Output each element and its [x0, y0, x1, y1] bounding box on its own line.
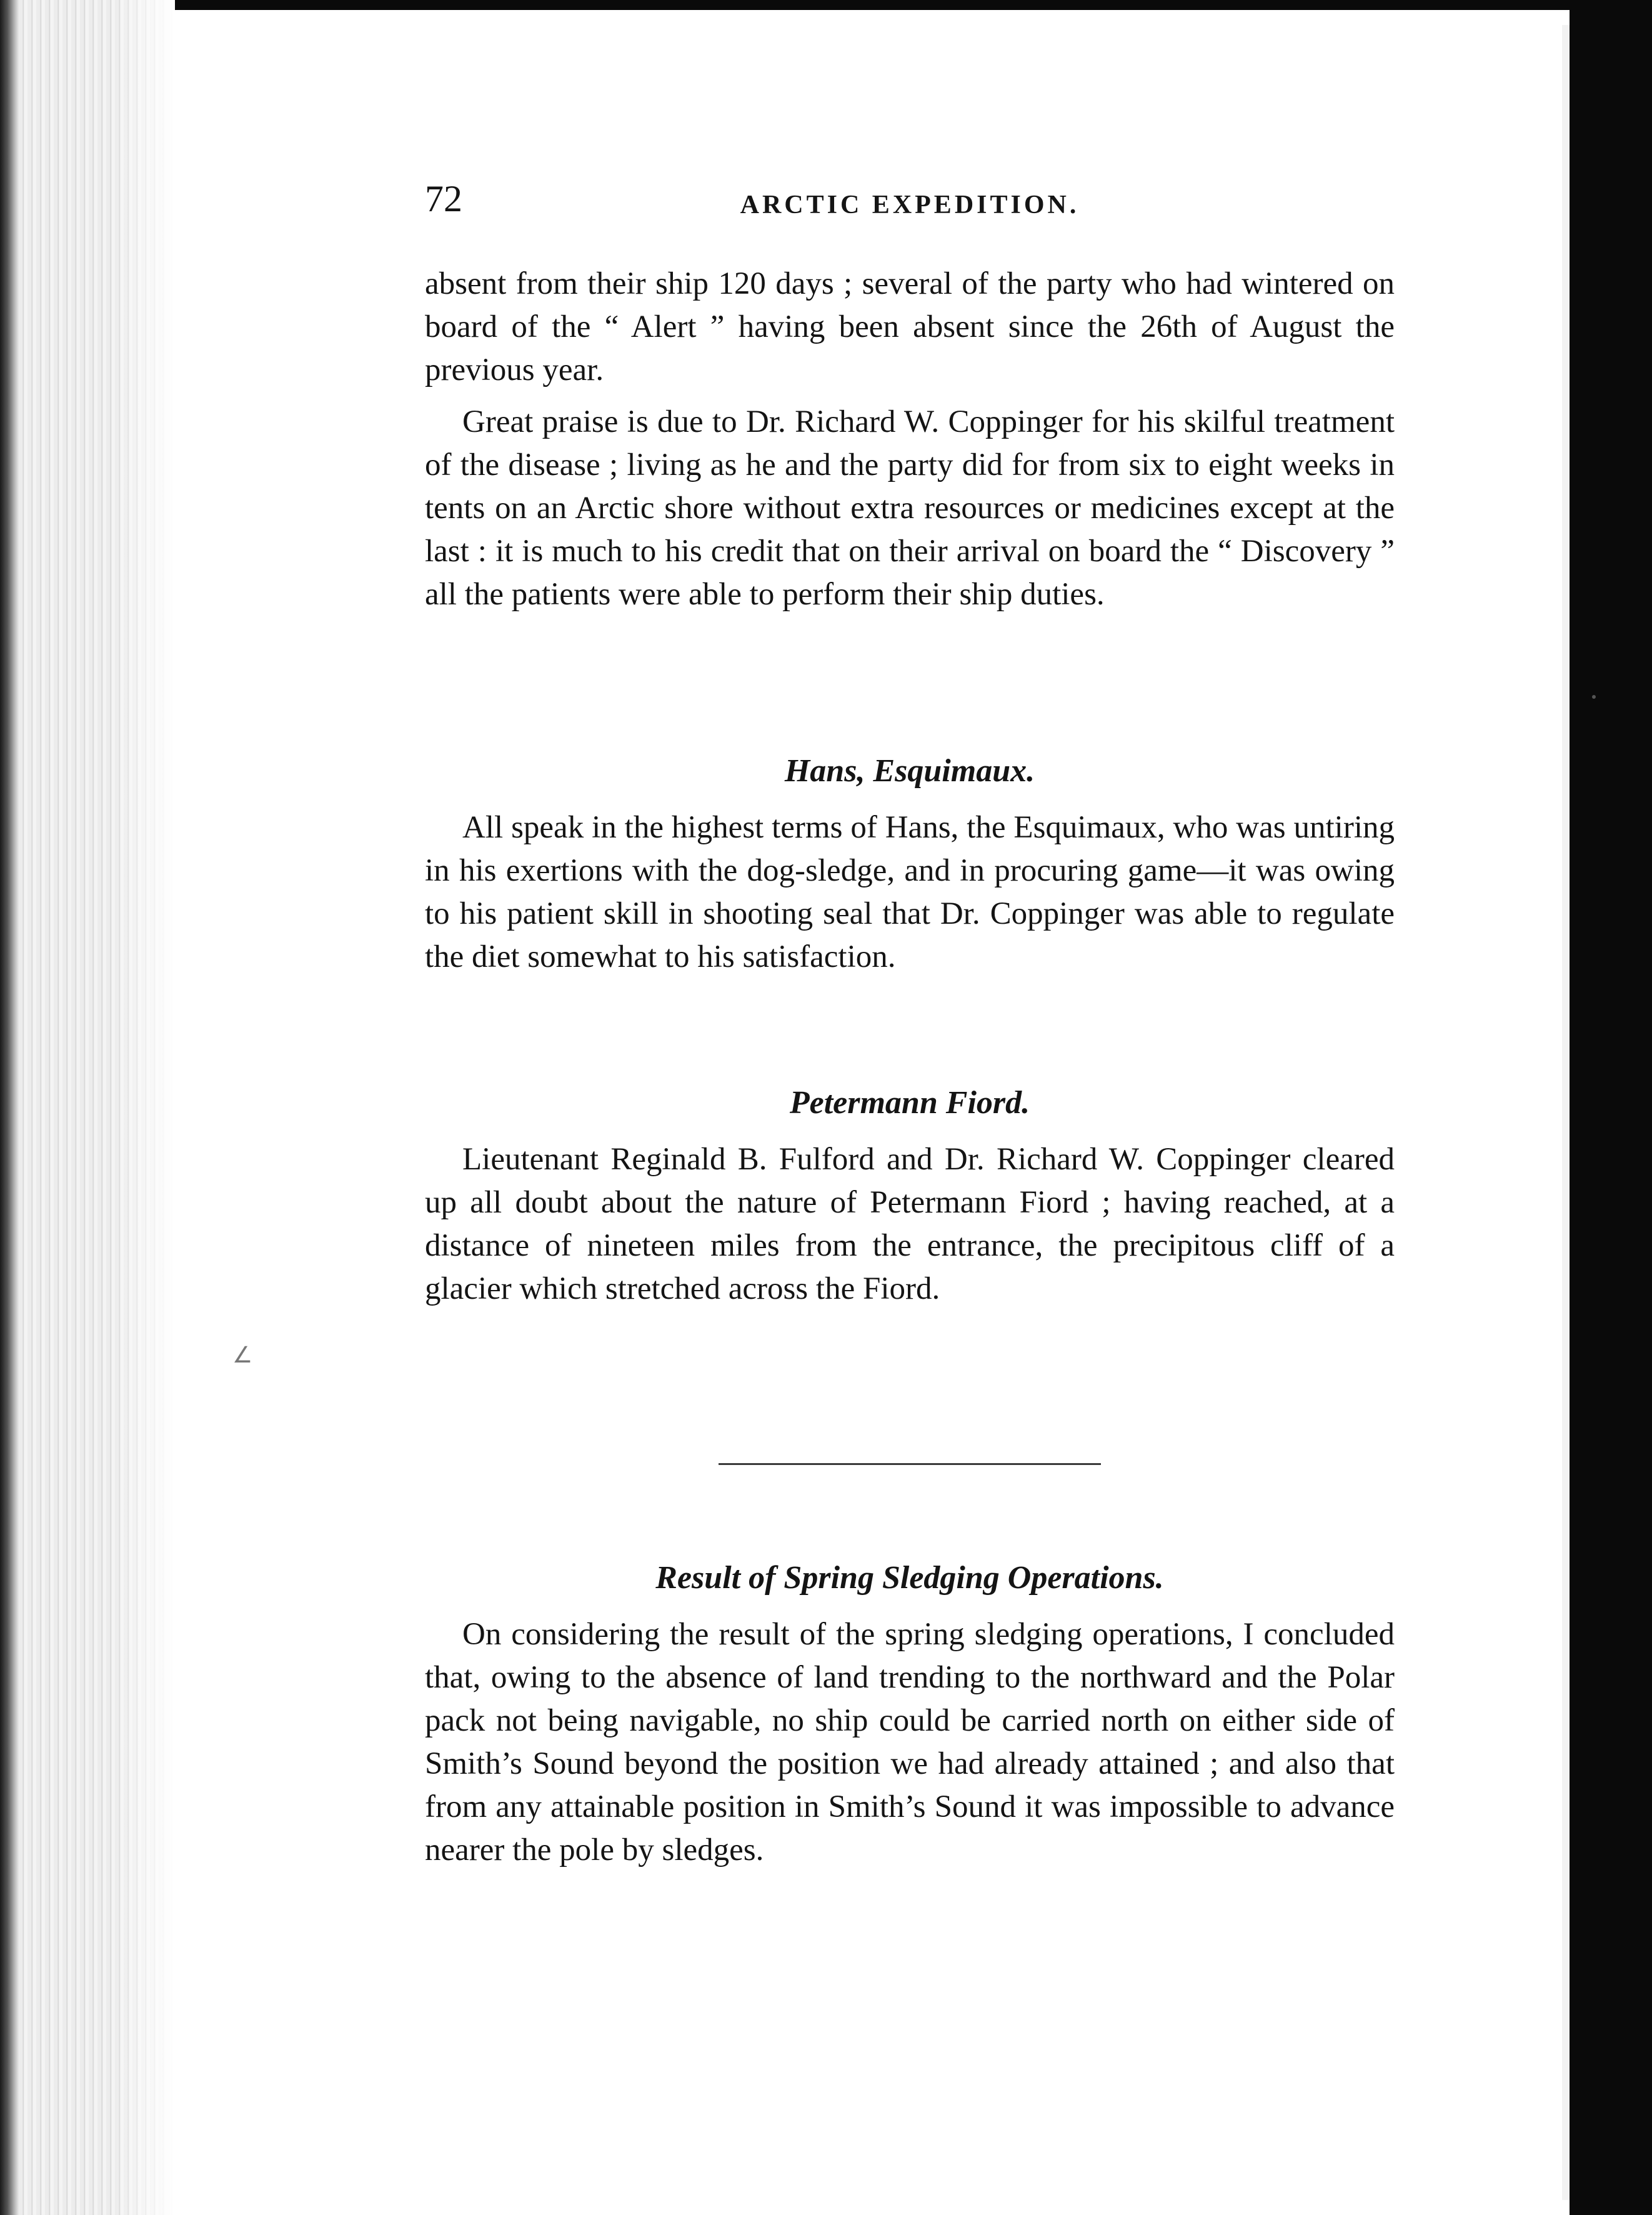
coppinger-paragraph	[425, 401, 1395, 616]
margin-scan-mark: ∠	[232, 1342, 253, 1368]
section-petermann-fiord	[425, 1081, 1395, 1311]
page-header	[425, 178, 1395, 228]
paragraph: Great praise is due to Dr. Richard W. Coppinger for his skilful treatment of the disease ; living as he and the party did for from six to eight weeks in tents on an Arctic shore without extra resources or medicines except at the last : it is much to his credit that on their arrival on board the “ Discovery ” all the patients were able to perform their ship duties.	[425, 404, 1395, 612]
section-heading: Petermann Fiord.	[789, 1085, 1030, 1121]
section-sledging-result	[425, 1556, 1395, 1872]
scan-dust-spot	[1592, 695, 1596, 699]
running-title: ARCTIC EXPEDITION.	[740, 191, 1080, 219]
section-body: Lieutenant Reginald B. Fulford and Dr. Richard W. Coppinger cleared up all doubt about the nature of Petermann Fiord ; having reached, at a distance of nineteen miles from the entrance, the precipitous cliff of a glacier which stretched across the Fiord.	[425, 1142, 1395, 1306]
book-page-edges-fade	[112, 0, 175, 2215]
section-heading: Result of Spring Sledging Operations.	[655, 1560, 1164, 1596]
book-page	[175, 10, 1562, 2215]
paragraph: absent from their ship 120 days ; several of the party who had wintered on board of the “ Alert ” having been absent since the 26th of August the previous year.	[425, 266, 1395, 388]
scan-right-edge	[1570, 0, 1652, 2215]
section-body: All speak in the highest terms of Hans, the Esquimaux, who was untiring in his exertions with the dog-sledge, and in procuring game—it was owing to his patient skill in shooting seal that Dr. Coppinger was able to regulate the diet somewhat to his satisfaction.	[425, 810, 1395, 974]
scan-top-edge	[0, 0, 1652, 10]
section-heading: Hans, Esquimaux.	[784, 753, 1035, 789]
section-divider-rule	[719, 1463, 1101, 1465]
section-body: On considering the result of the spring sledging operations, I concluded that, owing to the absence of land trending to the northward and the Polar pack not being navigable, no ship could be carried north on either side of Smith’s Sound beyond the position we had already attained ; and also that from any attainable position in Smith’s Sound it was impossible to advance nearer the pole by sledges.	[425, 1617, 1395, 1868]
continued-paragraph	[425, 262, 1395, 392]
facing-page-gap	[1562, 25, 1570, 2200]
scan-left-edge	[0, 0, 19, 2215]
section-hans	[425, 749, 1395, 979]
page-number: 72	[425, 178, 462, 219]
